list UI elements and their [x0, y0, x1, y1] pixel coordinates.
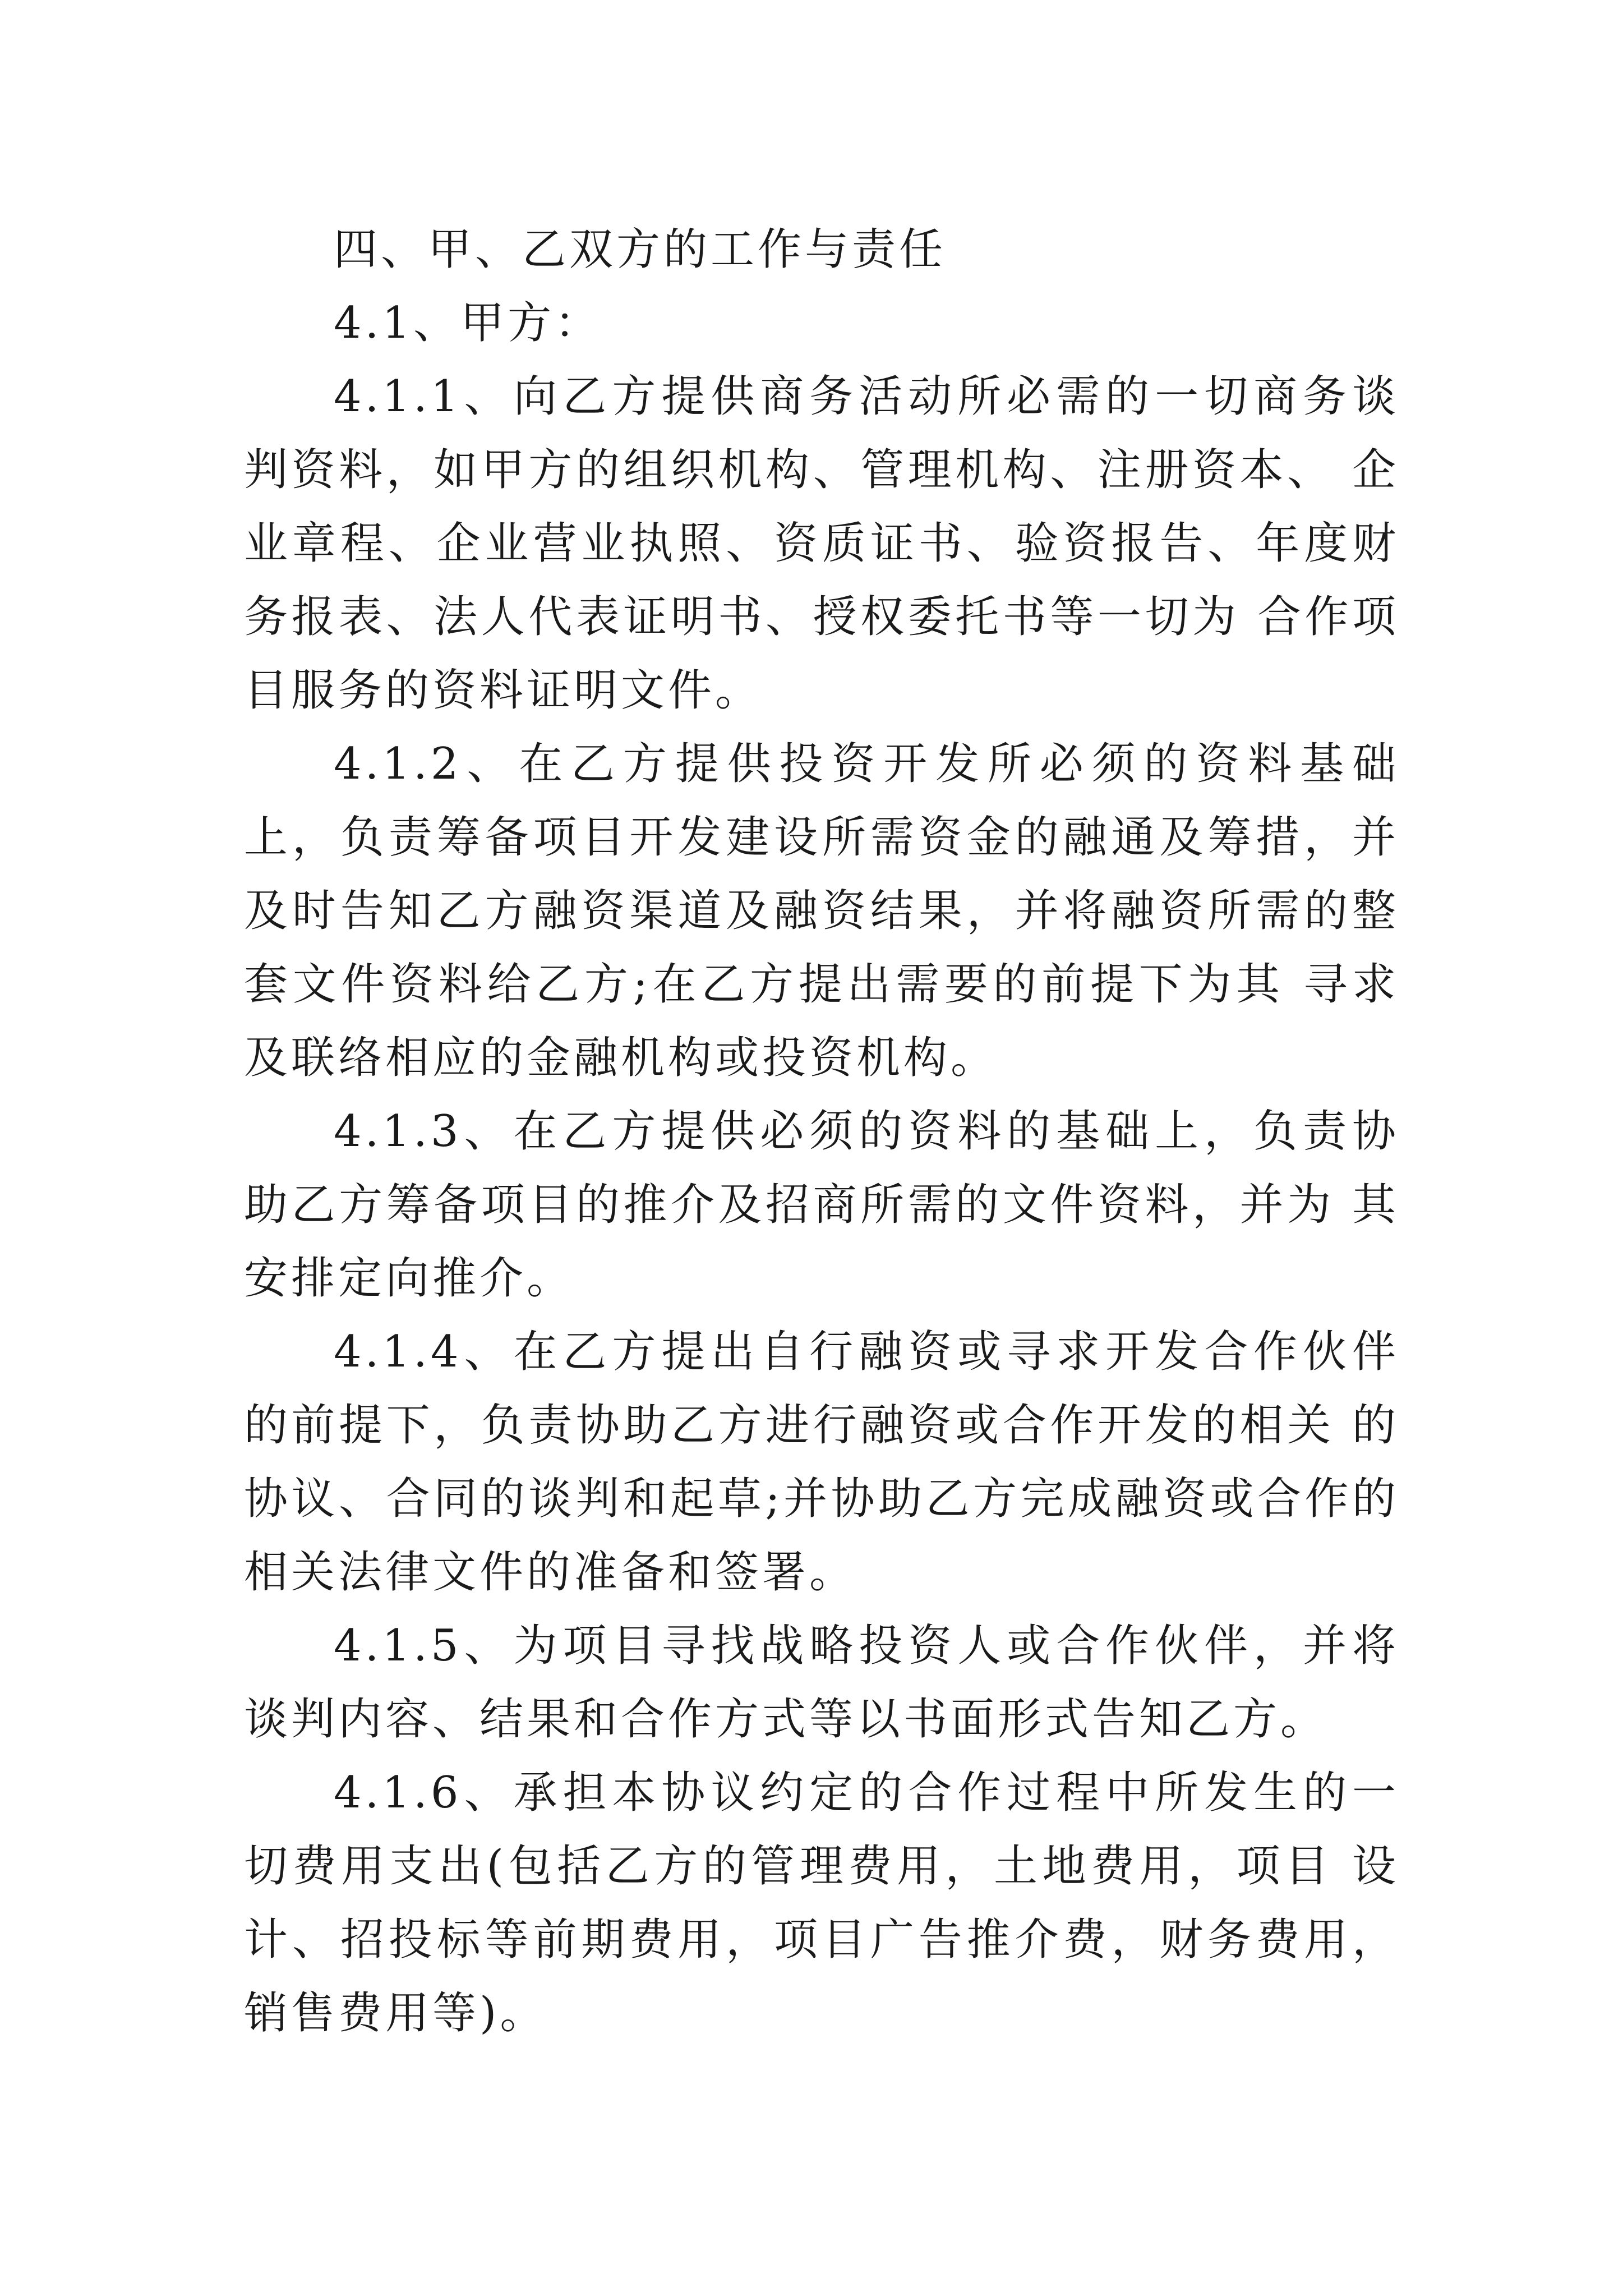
clause-4-1-3: 4.1.3、在乙方提供必须的资料的基础上，负责协助乙方筹备项目的推介及招商所需的文件资料，并为 其安排定向推介。 [244, 1106, 1399, 1304]
section-heading: 四、甲、乙双方的工作与责任 [334, 224, 947, 275]
subsection-heading: 4.1、甲方： [334, 298, 602, 348]
clause-4-1-1: 4.1.1、向乙方提供商务活动所必需的一切商务谈判资料，如甲方的组织机构、管理机构、注册资本、 企业章程、企业营业执照、资质证书、验资报告、年度财务报表、法人代表证明书、授权委托书等一切为 合作项目服务的资料证明文件。 [244, 371, 1399, 716]
clause-4-1-6: 4.1.6、承担本协议约定的合作过程中所发生的一切费用支出(包括乙方的管理费用，土地费用，项目 设计、招投标等前期费用，项目广告推介费，财务费用，销售费用等)。 [244, 1768, 1399, 2039]
clause-4-1-4: 4.1.4、在乙方提出自行融资或寻求开发合作伙伴的前提下，负责协助乙方进行融资或合作开发的相关 的协议、合同的谈判和起草;并协助乙方完成融资或合作的相关法律文件的准备和签署。 [244, 1327, 1399, 1598]
clause-4-1-2: 4.1.2、在乙方提供投资开发所必须的资料基础上，负责筹备项目开发建设所需资金的融通及筹措，并 及时告知乙方融资渠道及融资结果，并将融资所需的整套文件资料给乙方;在乙方提出需要的前提下为其 寻求及联络相应的金融机构或投资机构。 [244, 739, 1399, 1083]
document-page [244, 213, 1399, 2050]
clause-4-1-5: 4.1.5、为项目寻找战略投资人或合作伙伴，并将谈判内容、结果和合作方式等以书面形式告知乙方。 [244, 1621, 1399, 1745]
